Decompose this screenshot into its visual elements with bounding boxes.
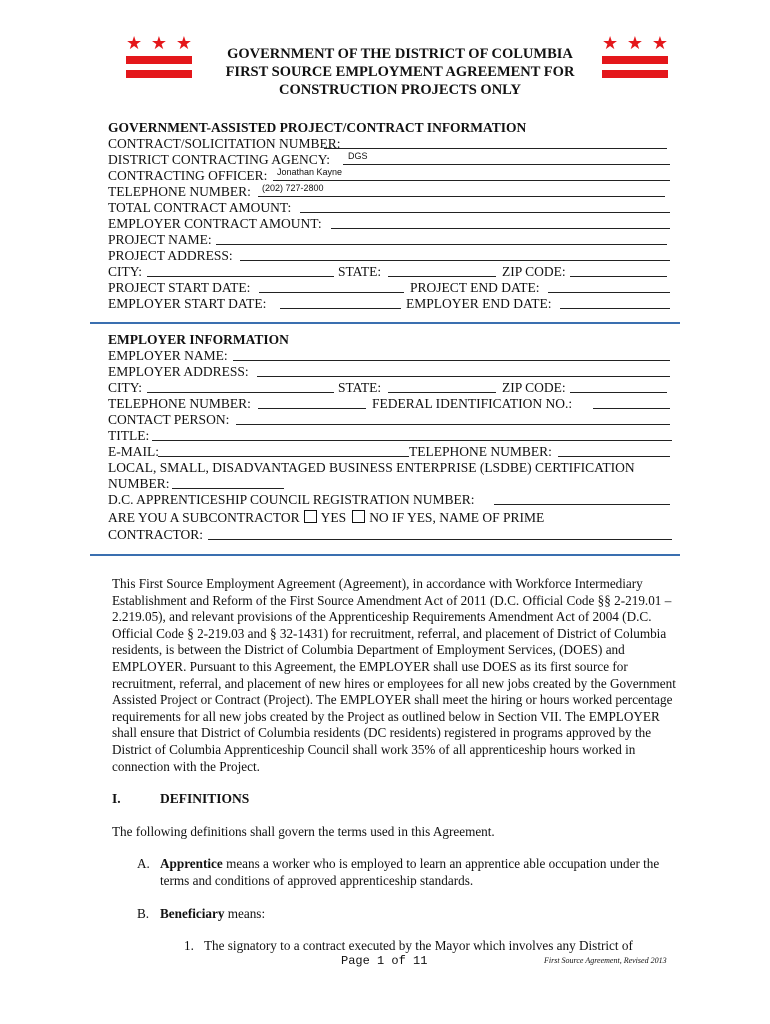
project-name-field[interactable] [216,232,667,245]
employer-zip-label: ZIP CODE: [502,380,566,395]
flag-star-icon: ★ [150,33,168,53]
total-amount-label: TOTAL CONTRACT AMOUNT: [108,200,292,215]
employer-start-label: EMPLOYER START DATE: [108,296,267,311]
employer-state-label: STATE: [338,380,382,395]
employer-name-label: EMPLOYER NAME: [108,348,228,363]
telephone-label: TELEPHONE NUMBER: [108,184,251,199]
page-number: Page 1 of 11 [341,954,428,968]
employer-amount-field[interactable] [331,216,670,229]
subcontractor-label: ARE YOU A SUBCONTRACTOR [108,510,300,525]
email-label: E-MAIL: [108,444,159,459]
employer-address-label: EMPLOYER ADDRESS: [108,364,249,379]
yes-checkbox[interactable] [304,510,317,523]
project-start-label: PROJECT START DATE: [108,280,251,295]
contract-number-label: CONTRACT/SOLICITATION NUMBER: [108,136,341,151]
lsdbe-number-label: NUMBER: [108,476,170,491]
section-divider [90,554,680,556]
title-line-2: FIRST SOURCE EMPLOYMENT AGREEMENT FOR [225,64,575,80]
agency-field[interactable] [343,152,670,165]
project-address-field[interactable] [240,248,670,261]
project-start-field[interactable] [259,280,404,293]
contract-number-field[interactable] [324,136,667,149]
total-amount-field[interactable] [300,200,670,213]
officer-value: Jonathan Kayne [277,167,343,177]
employer-title-label: TITLE: [108,428,150,443]
prime-contractor-label: CONTRACTOR: [108,527,204,542]
employer-title-field[interactable] [152,428,672,441]
item-a-letter: A. [137,856,150,871]
item-b-letter: B. [137,906,150,921]
agreement-paragraph [112,576,677,775]
project-state-label: STATE: [338,264,382,279]
item-b-term: Beneficiary [160,906,225,921]
flag-bar [126,56,192,64]
project-section-title: GOVERNMENT-ASSISTED PROJECT/CONTRACT INFORMATION [108,120,527,135]
project-end-field[interactable] [548,280,670,293]
item-a-term: Apprentice [160,856,223,871]
telephone-value: (202) 727-2800 [262,183,324,193]
title-line-3: CONSTRUCTION PROJECTS ONLY [279,82,521,98]
employer-address-field[interactable] [257,364,670,377]
apprenticeship-field[interactable] [494,492,670,505]
employer-state-field[interactable] [388,380,496,393]
title-line-1: GOVERNMENT OF THE DISTRICT OF COLUMBIA [227,46,573,62]
section-heading: DEFINITIONS [160,791,250,806]
flag-star-icon: ★ [651,33,668,53]
project-city-label: CITY: [108,264,143,279]
no-checkbox[interactable] [352,510,365,523]
employer-name-field[interactable] [233,348,670,361]
employer-telephone-field[interactable] [258,396,366,409]
lsdbe-number-field[interactable] [172,476,284,489]
contact-person-label: CONTACT PERSON: [108,412,230,427]
item-b1-number: 1. [184,938,194,953]
yes-label: YES [320,510,347,525]
flag-star-icon: ★ [126,33,143,53]
employer-amount-label: EMPLOYER CONTRACT AMOUNT: [108,216,322,231]
employer-city-label: CITY: [108,380,143,395]
section-divider [90,322,680,324]
project-name-label: PROJECT NAME: [108,232,212,247]
document-title [200,45,600,99]
item-a-text: means a worker who is employed to learn an apprentice able occupation under the terms and conditions of approved apprenticeship standards. [160,856,660,888]
project-city-field[interactable] [147,264,334,277]
prime-contractor-field[interactable] [208,527,672,540]
definitions-intro: The following definitions shall govern the terms used in this Agreement. [112,824,495,839]
project-address-label: PROJECT ADDRESS: [108,248,233,263]
employer-telephone-label: TELEPHONE NUMBER: [108,396,251,411]
item-b1-text: The signatory to a contract executed by the Mayor which involves any District of [204,938,633,953]
no-label: NO IF YES, NAME OF PRIME [369,510,545,525]
employer-end-label: EMPLOYER END DATE: [406,296,552,311]
subcontractor-row [108,510,544,526]
employer-zip-field[interactable] [570,380,667,393]
project-end-label: PROJECT END DATE: [410,280,540,295]
flag-bar [126,70,192,78]
flag-star-icon: ★ [175,33,192,53]
section-number: I. [112,791,121,806]
employer-section-title: EMPLOYER INFORMATION [108,332,289,347]
flag-star-icon: ★ [602,33,619,53]
item-b-text: means: [224,906,266,921]
project-zip-label: ZIP CODE: [502,264,566,279]
officer-label: CONTRACTING OFFICER: [108,168,268,183]
item-b-definition [160,906,665,923]
agency-value: DGS [348,151,368,161]
employer-start-field[interactable] [280,296,401,309]
item-a-definition [160,856,665,889]
employer-end-field[interactable] [560,296,670,309]
revision-note: First Source Agreement, Revised 2013 [544,956,667,965]
flag-star-icon: ★ [626,33,644,53]
agency-label: DISTRICT CONTRACTING AGENCY: [108,152,331,167]
apprenticeship-label: D.C. APPRENTICESHIP COUNCIL REGISTRATION NUMBER: [108,492,475,507]
agreement-text: This First Source Employment Agreement (Agreement), in accordance with Workforce Intermediary Establishment and Reform of the First Source Amendment Act of 2011 (D.C. Official Code §§ 2-219.01 – 2.219.05), and relevant provisions of the Apprenticeship Requirements Amendment Act of 2004 (D.C. Official Code § 2-219.03 and § 32-1431) for recruitment, referral, and placement of District of Columbia residents, is between the District of Columbia Department of Employment Services, (DOES) and EMPLOYER. Pursuant to this Agreement, the EMPLOYER shall use DOES as its first source for recruitment, referral, and placement of new hires or employees for all new jobs created by the Government Assisted Project or Contract (Project). The EMPLOYER shall meet the hiring or hours worked percentage requirements for all new jobs created by the Project as outlined below in Section VII. The EMPLOYER shall ensure that District of Columbia residents (DC residents) registered in programs approved by the District of Columbia Apprenticeship Council shall work 35% of all apprenticeship hours worked in connection with the Project. [112,576,676,774]
flag-bar [602,70,668,78]
federal-id-field[interactable] [593,396,670,409]
project-zip-field[interactable] [570,264,667,277]
employer-city-field[interactable] [147,380,334,393]
email-telephone-label: TELEPHONE NUMBER: [409,444,552,459]
email-field[interactable] [158,444,409,457]
dc-flag-right-icon [602,33,668,82]
lsdbe-label: LOCAL, SMALL, DISADVANTAGED BUSINESS ENTERPRISE (LSDBE) CERTIFICATION [108,460,635,475]
project-state-field[interactable] [388,264,496,277]
flag-bar [602,56,668,64]
contact-person-field[interactable] [236,412,670,425]
email-telephone-field[interactable] [558,444,670,457]
dc-flag-left-icon [126,33,192,82]
federal-id-label: FEDERAL IDENTIFICATION NO.: [372,396,573,411]
